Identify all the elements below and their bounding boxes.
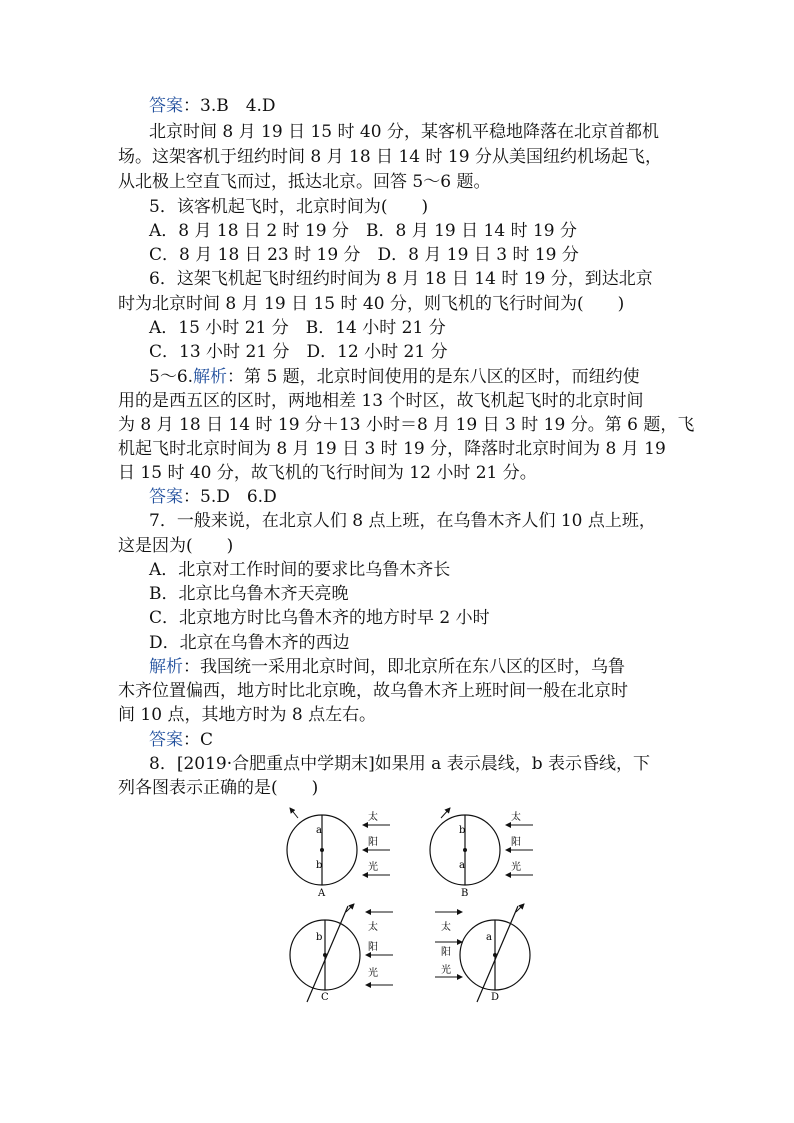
- explain-5-6-line-5: 日 15 时 40 分，故飞机的飞行时间为 12 小时 21 分。: [118, 463, 537, 483]
- q7-option-a: A．北京对工作时间的要求比乌鲁木齐长: [149, 560, 451, 580]
- q7-stem-line-1: 7．一般来说，在北京人们 8 点上班，在乌鲁木齐人们 10 点上班，: [149, 511, 656, 531]
- answer-3-4: [149, 95, 276, 117]
- diagram-a: [287, 808, 390, 899]
- pole-dot: [320, 848, 324, 852]
- answer-text: ：C: [183, 730, 214, 750]
- answer-label: 答案: [149, 730, 183, 750]
- explain-prefix: 5～6.: [149, 367, 194, 387]
- explain-7-line-1: [149, 656, 625, 678]
- label-b: b: [459, 825, 466, 836]
- diagram-d: [435, 904, 530, 1003]
- explain-text: ：第 5 题，北京时间使用的是东八区的区时，而纽约使: [227, 367, 640, 387]
- q7-option-c: C．北京地方时比乌鲁木齐的地方时早 2 小时: [149, 608, 490, 628]
- intro-line-2: 场。这架客机于纽约时间 8 月 18 日 14 时 19 分从美国纽约机场起飞，: [118, 147, 662, 167]
- q5-options-ab: A．8 月 18 日 2 时 19 分 B．8 月 19 日 14 时 19 分: [149, 221, 578, 241]
- diagram-b: [430, 808, 533, 899]
- sun-char-1: 太: [511, 812, 521, 823]
- q7-option-d: D．北京在乌鲁木齐的西边: [149, 633, 350, 653]
- caption-d: D: [491, 992, 500, 1003]
- answer-text: ：5.D 6.D: [183, 487, 277, 507]
- q7-stem-line-2: 这是因为( ): [118, 536, 234, 556]
- caption-c: C: [321, 992, 329, 1003]
- explain-7-line-3: 间 10 点，其地方时为 8 点左右。: [118, 705, 377, 725]
- sun-char-1: 太: [368, 922, 378, 933]
- sun-char-3: 光: [511, 862, 521, 873]
- q6-options-ab: A．15 小时 21 分 B．14 小时 21 分: [149, 318, 446, 338]
- pole-dot: [463, 848, 467, 852]
- sun-char-2: 阳: [368, 837, 378, 848]
- answer-5-6: [149, 486, 277, 508]
- caption-b: B: [461, 888, 469, 899]
- label-b: b: [316, 860, 323, 871]
- pole-dot: [493, 953, 497, 957]
- intro-line-3: 从北极上空直飞而过，抵达北京。回答 5～6 题。: [118, 172, 491, 192]
- diagram-c: [290, 904, 393, 1003]
- q8-stem-line-1: 8．[2019·合肥重点中学期末]如果用 a 表示晨线，b 表示昏线，下: [149, 754, 650, 774]
- label-a: a: [459, 860, 465, 871]
- explain-label: 解析: [149, 657, 183, 677]
- answer-7: [149, 729, 213, 751]
- sun-char-1: 太: [368, 812, 378, 823]
- sun-char-2: 阳: [511, 837, 521, 848]
- q8-stem-line-2: 列各图表示正确的是( ): [118, 778, 319, 798]
- explain-label: 解析: [193, 367, 228, 387]
- explain-5-6-line-1: [149, 366, 640, 388]
- label-b: b: [316, 932, 323, 943]
- sun-char-1: 太: [441, 922, 451, 933]
- rotation-arrow: [441, 808, 450, 818]
- label-a: a: [486, 932, 492, 943]
- q6-stem-line-2: 时为北京时间 8 月 19 日 15 时 40 分，则飞机的飞行时间为( ): [118, 294, 625, 314]
- q7-option-b: B．北京比乌鲁木齐天亮晚: [149, 584, 349, 604]
- sun-char-2: 阳: [441, 947, 451, 958]
- sun-char-3: 光: [368, 862, 378, 873]
- explain-5-6-line-3: 为 8 月 18 日 14 时 19 分＋13 小时＝8 月 19 日 3 时 19 分。第 6 题，飞: [118, 415, 695, 435]
- sun-char-3: 光: [441, 965, 451, 976]
- q6-stem-line-1: 6．这架飞机起飞时纽约时间为 8 月 18 日 14 时 19 分，到达北京: [149, 269, 653, 289]
- sun-char-2: 阳: [368, 942, 378, 953]
- answer-text: ：3.B 4.D: [183, 96, 276, 116]
- q6-options-cd: C．13 小时 21 分 D．12 小时 21 分: [149, 342, 448, 362]
- q5-stem: 5．该客机起飞时，北京时间为( ): [149, 197, 429, 217]
- label-a: a: [316, 825, 322, 836]
- rotation-arrow: [290, 808, 298, 818]
- q8-figure: [280, 800, 700, 1014]
- explain-5-6-line-2: 用的是西五区的区时，两地相差 13 个时区，故飞机起飞时的北京时间: [118, 391, 644, 411]
- answer-label: 答案: [149, 487, 183, 507]
- answer-label: 答案: [149, 96, 183, 116]
- explain-7-line-2: 木齐位置偏西，地方时比北京晚，故乌鲁木齐上班时间一般在北京时: [118, 681, 628, 701]
- pole-dot: [323, 953, 327, 957]
- caption-a: A: [318, 888, 326, 899]
- intro-line-1: 北京时间 8 月 19 日 15 时 40 分，某客机平稳地降落在北京首都机: [149, 122, 659, 142]
- explain-5-6-line-4: 机起飞时北京时间为 8 月 19 日 3 时 19 分，降落时北京时间为 8 月 19: [118, 439, 666, 459]
- explain-text: ：我国统一采用北京时间，即北京所在东八区的区时，乌鲁: [183, 657, 625, 677]
- q5-options-cd: C．8 月 18 日 23 时 19 分 D．8 月 19 日 3 时 19 分: [149, 245, 579, 265]
- sun-char-3: 光: [368, 968, 378, 979]
